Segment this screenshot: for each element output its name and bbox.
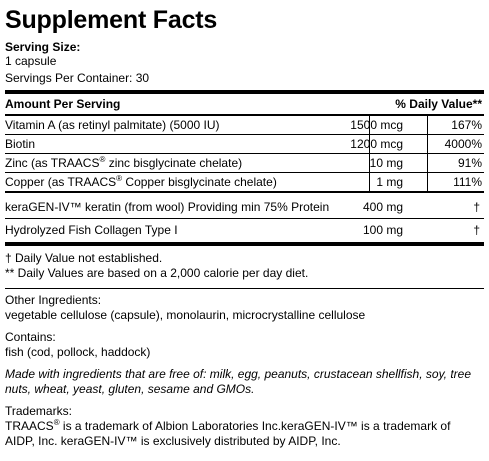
nutrient-group-1 <box>5 116 484 191</box>
nutrient-row <box>5 135 484 153</box>
footnotes <box>5 251 484 281</box>
nutrient-name: Biotin <box>5 137 36 151</box>
nutrient-name: Copper (as TRAACS® Copper bisglycinate chelate) <box>5 174 277 189</box>
free-of-statement <box>5 367 484 397</box>
nutrient-dv: † <box>473 223 480 237</box>
serving-size-value: 1 capsule <box>5 54 57 68</box>
serving-info <box>5 40 484 85</box>
nutrient-dv: 167% <box>451 118 482 132</box>
contains-label: Contains: <box>5 330 56 344</box>
divider <box>5 288 484 289</box>
other-ingredients-label: Other Ingredients: <box>5 293 102 307</box>
nutrient-dv: † <box>473 200 480 214</box>
nutrient-amount: 400 mg <box>362 200 403 214</box>
panel-title: Supplement Facts <box>5 6 218 34</box>
nutrient-amount: 10 mg <box>369 156 403 170</box>
serving-size-label: Serving Size: <box>5 40 81 54</box>
other-ingredients <box>5 293 484 323</box>
nutrient-amount: 100 mg <box>362 223 403 237</box>
free-of-line-1: Made with ingredients that are free of: milk, egg, peanuts, crustacean shellfish, soy, tree <box>5 367 472 381</box>
footnote-dv: ** Daily Values are based on a 2,000 calorie per day diet. <box>5 266 309 280</box>
nutrient-amount: 1 mg <box>376 175 403 189</box>
nutrient-row <box>5 198 484 216</box>
nutrient-name: Vitamin A (as retinyl palmitate) (5000 IU) <box>5 118 220 132</box>
nutrient-amount: 1200 mcg <box>350 137 403 151</box>
nutrient-row <box>5 173 484 191</box>
contains <box>5 330 484 360</box>
nutrient-dv: 4000% <box>444 137 482 151</box>
trademarks-line-1: TRAACS® is a trademark of Albion Laboratories Inc.keraGEN-IV™ is a trademark of <box>5 418 451 433</box>
footnote-dagger: † Daily Value not established. <box>5 251 163 265</box>
nutrient-row <box>5 221 484 239</box>
trademarks <box>5 404 484 449</box>
nutrient-dv: 91% <box>457 156 482 170</box>
dv-header: % Daily Value** <box>395 97 482 111</box>
nutrient-row <box>5 116 484 134</box>
nutrient-group-2 <box>5 193 484 239</box>
amount-header: Amount Per Serving <box>5 97 121 111</box>
trademarks-line-2: AIDP, Inc. keraGEN-IV™ is exclusively distributed by AIDP, Inc. <box>5 434 341 448</box>
nutrient-name: Zinc (as TRAACS® zinc bisglycinate chelate) <box>5 155 243 170</box>
nutrient-amount: 1500 mcg <box>350 118 403 132</box>
free-of-line-2: nuts, wheat, yeast, gluten, sesame and GMOs. <box>5 382 255 396</box>
thick-divider-footnotes <box>5 242 484 246</box>
nutrient-dv: 111% <box>453 175 482 189</box>
nutrient-row <box>5 154 484 172</box>
trademarks-label: Trademarks: <box>5 404 72 418</box>
contains-text: fish (cod, pollock, haddock) <box>5 345 151 359</box>
nutrient-name: keraGEN-IV™ keratin (from wool) Providing min 75% Protein <box>5 200 330 214</box>
nutrient-name: Hydrolyzed Fish Collagen Type I <box>5 223 178 237</box>
servings-per-container: Servings Per Container: 30 <box>5 71 150 85</box>
other-ingredients-text: vegetable cellulose (capsule), monolaurin, microcrystalline cellulose <box>5 308 366 322</box>
column-header <box>5 94 484 114</box>
